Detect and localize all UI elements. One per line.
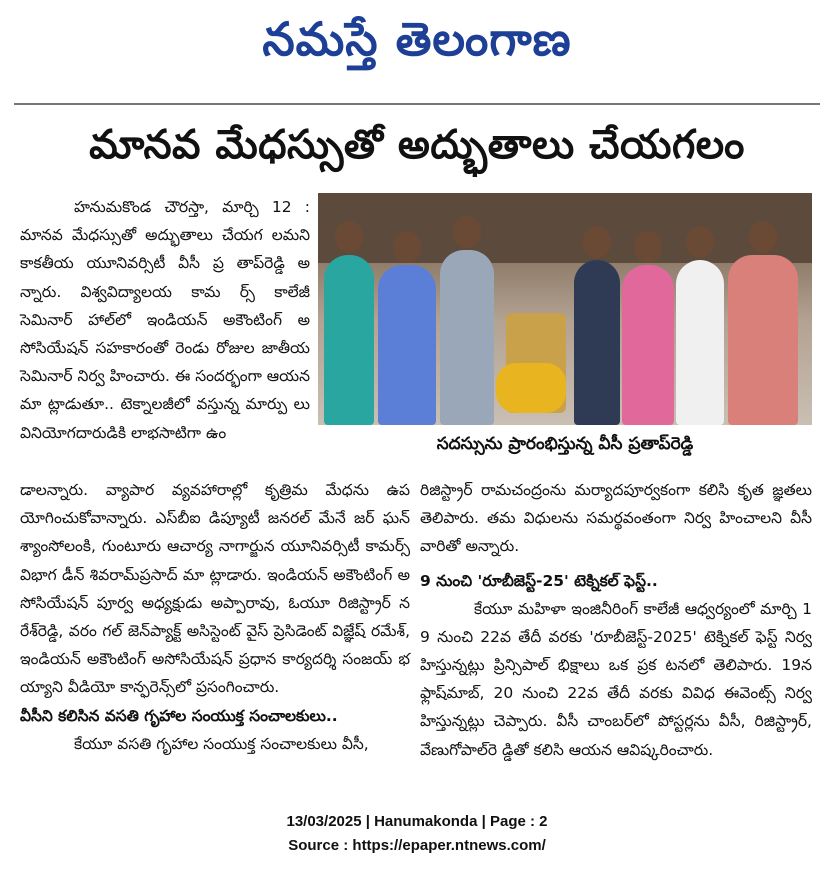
photo-person bbox=[324, 255, 374, 425]
article-intro-column bbox=[20, 193, 310, 447]
source-link[interactable]: Source : https://epaper.ntnews.com/ bbox=[288, 837, 546, 854]
masthead-divider bbox=[14, 103, 820, 105]
article-headline: మానవ మేధస్సుతో అద్భుతాలు చేయగలం bbox=[89, 122, 745, 168]
photo-person bbox=[574, 260, 620, 425]
article-body-text: డాలన్నారు. వ్యాపార వ్యవహారాల్లో కృత్రిమ మేధను ఉప యోగించుకోవాన్నారు. ఎస్‌బీఐ డిప్యూటీ జనరల్ మేనే జర్ ఘన్ శ్యాంసోలంకి, గుంటూరు ఆచార్య నాగార్జున యూనివర్సిటీ కామర్స్ విభాగ డీన్ శివరామ్‌ప్రసాద్ మా ట్లాడారు. ఇండియన్ అకౌంటింగ్ అసోసియేషన్ పూర్వ అధ్యక్షుడు అప్పారావు, ఓయూ రిజిస్ట్రార్ నరేశ్‌రెడ్డి, వరం గల్ జెన్‌ప్యాక్ట్ అసిస్టెంట్ వైస్ ప్రెసిడెంట్ విజ్ఞేష్ రమేశ్, ఇండియన్ అకౌంటింగ్ అసోసియేషన్ ప్రధాన కార్యదర్శి సంజయ్ భయ్యాని వీడియో కాన్ఫరెన్స్‌లో ప్రసంగించారు. bbox=[20, 481, 410, 697]
article-subhead: వీసీని కలిసిన వసతి గృహాల సంయుక్త సంచాలకులు.. bbox=[20, 706, 338, 725]
photo-caption: సదస్సును ప్రారంభిస్తున్న వీసీ ప్రతాప్‌రెడ్డి bbox=[436, 434, 694, 454]
photo-flowers bbox=[496, 363, 566, 413]
masthead-title: నమస్తే తెలంగాణ bbox=[262, 12, 572, 66]
article-body-text: కేయూ వసతి గృహాల సంయుక్త సంచాలకులు వీసీ, bbox=[74, 734, 369, 753]
article-photo bbox=[318, 193, 812, 425]
article-body-text: కేయూ మహిళా ఇంజినీరింగ్ కాలేజీ ఆధ్వర్యంలో మార్చి 19 నుంచి 22వ తేదీ వరకు 'రూబీజెస్ట్-2025' టెక్నికల్ ఫెస్ట్ నిర్వహిస్తున్నట్లు ప్రిన్సిపాల్ భిక్షాలు ఒక ప్రక టనలో తెలిపారు. 19న ఫ్లాష్‌మాబ్, 20 నుంచి 22వ తేదీ వరకు వివిధ ఈవెంట్స్ నిర్వహిస్తున్నట్లు చెప్పారు. వీసీ చాంబర్‌లో పోస్టర్లను వీసీ, రిజిస్ట్రార్, వేణుగోపాల్‌రె డ్డితో కలిసి ఆయన ఆవిష్కరించారు. bbox=[420, 599, 812, 759]
article-body-text: రిజిస్ట్రార్ రామచంద్రంను మర్యాదపూర్వకంగా కలిసి కృత జ్ఞతలు తెలిపారు. తమ విధులను సమర్థవంతంగా నిర్వ హించాలని వీసీ వారితో అన్నారు. bbox=[420, 481, 812, 556]
photo-person bbox=[728, 255, 798, 425]
photo-person bbox=[378, 265, 436, 425]
article-subhead: 9 నుంచి 'రూబీజెస్ట్-25' టెక్నికల్ ఫెస్ట్.. bbox=[420, 571, 658, 590]
edition-info: 13/03/2025 | Hanumakonda | Page : 2 bbox=[286, 813, 548, 830]
photo-person bbox=[440, 250, 494, 425]
photo-person bbox=[676, 260, 724, 425]
article-body-right bbox=[420, 476, 812, 764]
article-body-left bbox=[20, 476, 410, 758]
article-intro: హనుమకొండ చౌరస్తా, మార్చి 12 : మానవ మేధస్సుతో అద్భుతాలు చేయగ లమని కాకతీయ యూనివర్సిటీ వీసీ ప్ర తాప్‌రెడ్డి అన్నారు. విశ్వవిద్యాలయ కామ ర్స్ కాలేజీ సెమినార్ హాల్‌లో ఇండియన్ అకౌంటింగ్ అసోసియేషన్ సహకారంతో రెండు రోజుల జాతీయ సెమినార్ నిర్వ హించారు. ఈ సందర్భంగా ఆయన మా ట్లాడుతూ.. టెక్నాలజీలో వస్తున్న మార్పు లు వినియోగదారుడికి లాభసాటిగా ఉం bbox=[20, 198, 310, 442]
photo-person bbox=[622, 265, 674, 425]
photo-backdrop bbox=[318, 193, 812, 263]
